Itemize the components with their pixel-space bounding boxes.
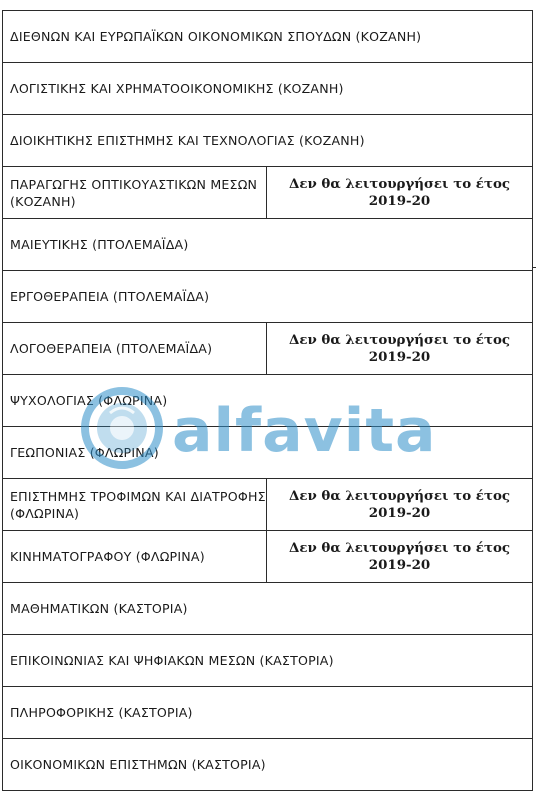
- table-row: [3, 687, 532, 739]
- department-name: ΛΟΓΟΘΕΡΑΠΕΙΑ (ΠΤΟΛΕΜΑΪΔΑ): [3, 323, 267, 374]
- department-name: ΠΛΗΡΟΦΟΡΙΚΗΣ (ΚΑΣΤΟΡΙΑ): [10, 705, 193, 720]
- watermark-text: alfavita: [172, 396, 437, 466]
- status-note: Δεν θα λειτουργήσει το έτος 2019-20: [288, 175, 511, 209]
- department-name: ΠΑΡΑΓΩΓΗΣ ΟΠΤΙΚΟΥΑΣΤΙΚΩΝ ΜΕΣΩΝ (ΚΟΖΑΝΗ): [3, 167, 267, 218]
- department-name: ΔΙΕΘΝΩΝ ΚΑΙ ΕΥΡΩΠΑΪΚΩΝ ΟΙΚΟΝΟΜΙΚΩΝ ΣΠΟΥΔΩΝ (ΚΟΖΑΝΗ): [10, 29, 422, 44]
- table-row: [3, 375, 532, 427]
- table-row: [3, 531, 532, 583]
- department-name: ΕΡΓΟΘΕΡΑΠΕΙΑ (ΠΤΟΛΕΜΑΪΔΑ): [10, 289, 210, 304]
- table-row: [3, 167, 532, 219]
- table-row: [3, 427, 532, 479]
- table-row: [3, 63, 532, 115]
- department-name: ΓΕΩΠΟΝΙΑΣ (ΦΛΩΡΙΝΑ): [10, 445, 159, 460]
- table-row: [3, 739, 532, 791]
- department-name: ΨΥΧΟΛΟΓΙΑΣ (ΦΛΩΡΙΝΑ): [10, 393, 168, 408]
- table-row: [3, 479, 532, 531]
- departments-table: [2, 10, 533, 791]
- department-name: ΕΠΙΚΟΙΝΩΝΙΑΣ ΚΑΙ ΨΗΦΙΑΚΩΝ ΜΕΣΩΝ (ΚΑΣΤΟΡΙΑ): [10, 653, 334, 668]
- status-note: Δεν θα λειτουργήσει το έτος 2019-20: [288, 487, 511, 521]
- department-name: ΟΙΚΟΝΟΜΙΚΩΝ ΕΠΙΣΤΗΜΩΝ (ΚΑΣΤΟΡΙΑ): [10, 757, 266, 772]
- edge-tick: [533, 267, 536, 268]
- department-name: ΔΙΟΙΚΗΤΙΚΗΣ ΕΠΙΣΤΗΜΗΣ ΚΑΙ ΤΕΧΝΟΛΟΓΙΑΣ (ΚΟΖΑΝΗ): [10, 133, 365, 148]
- status-note: Δεν θα λειτουργήσει το έτος 2019-20: [288, 331, 511, 365]
- table-row: [3, 271, 532, 323]
- department-name: ΕΠΙΣΤΗΜΗΣ ΤΡΟΦΙΜΩΝ ΚΑΙ ΔΙΑΤΡΟΦΗΣ (ΦΛΩΡΙΝΑ): [3, 479, 267, 530]
- table-row: [3, 583, 532, 635]
- department-name: ΜΑΙΕΥΤΙΚΗΣ (ΠΤΟΛΕΜΑΪΔΑ): [10, 237, 189, 252]
- status-note: Δεν θα λειτουργήσει το έτος 2019-20: [288, 539, 511, 573]
- table-row: [3, 115, 532, 167]
- table-row: [3, 635, 532, 687]
- table-row: [3, 11, 532, 63]
- table-row: [3, 219, 532, 271]
- department-name: ΜΑΘΗΜΑΤΙΚΩΝ (ΚΑΣΤΟΡΙΑ): [10, 601, 188, 616]
- table-row: [3, 323, 532, 375]
- department-name: ΚΙΝΗΜΑΤΟΓΡΑΦΟΥ (ΦΛΩΡΙΝΑ): [3, 531, 267, 582]
- department-name: ΛΟΓΙΣΤΙΚΗΣ ΚΑΙ ΧΡΗΜΑΤΟΟΙΚΟΝΟΜΙΚΗΣ (ΚΟΖΑΝΗ): [10, 81, 344, 96]
